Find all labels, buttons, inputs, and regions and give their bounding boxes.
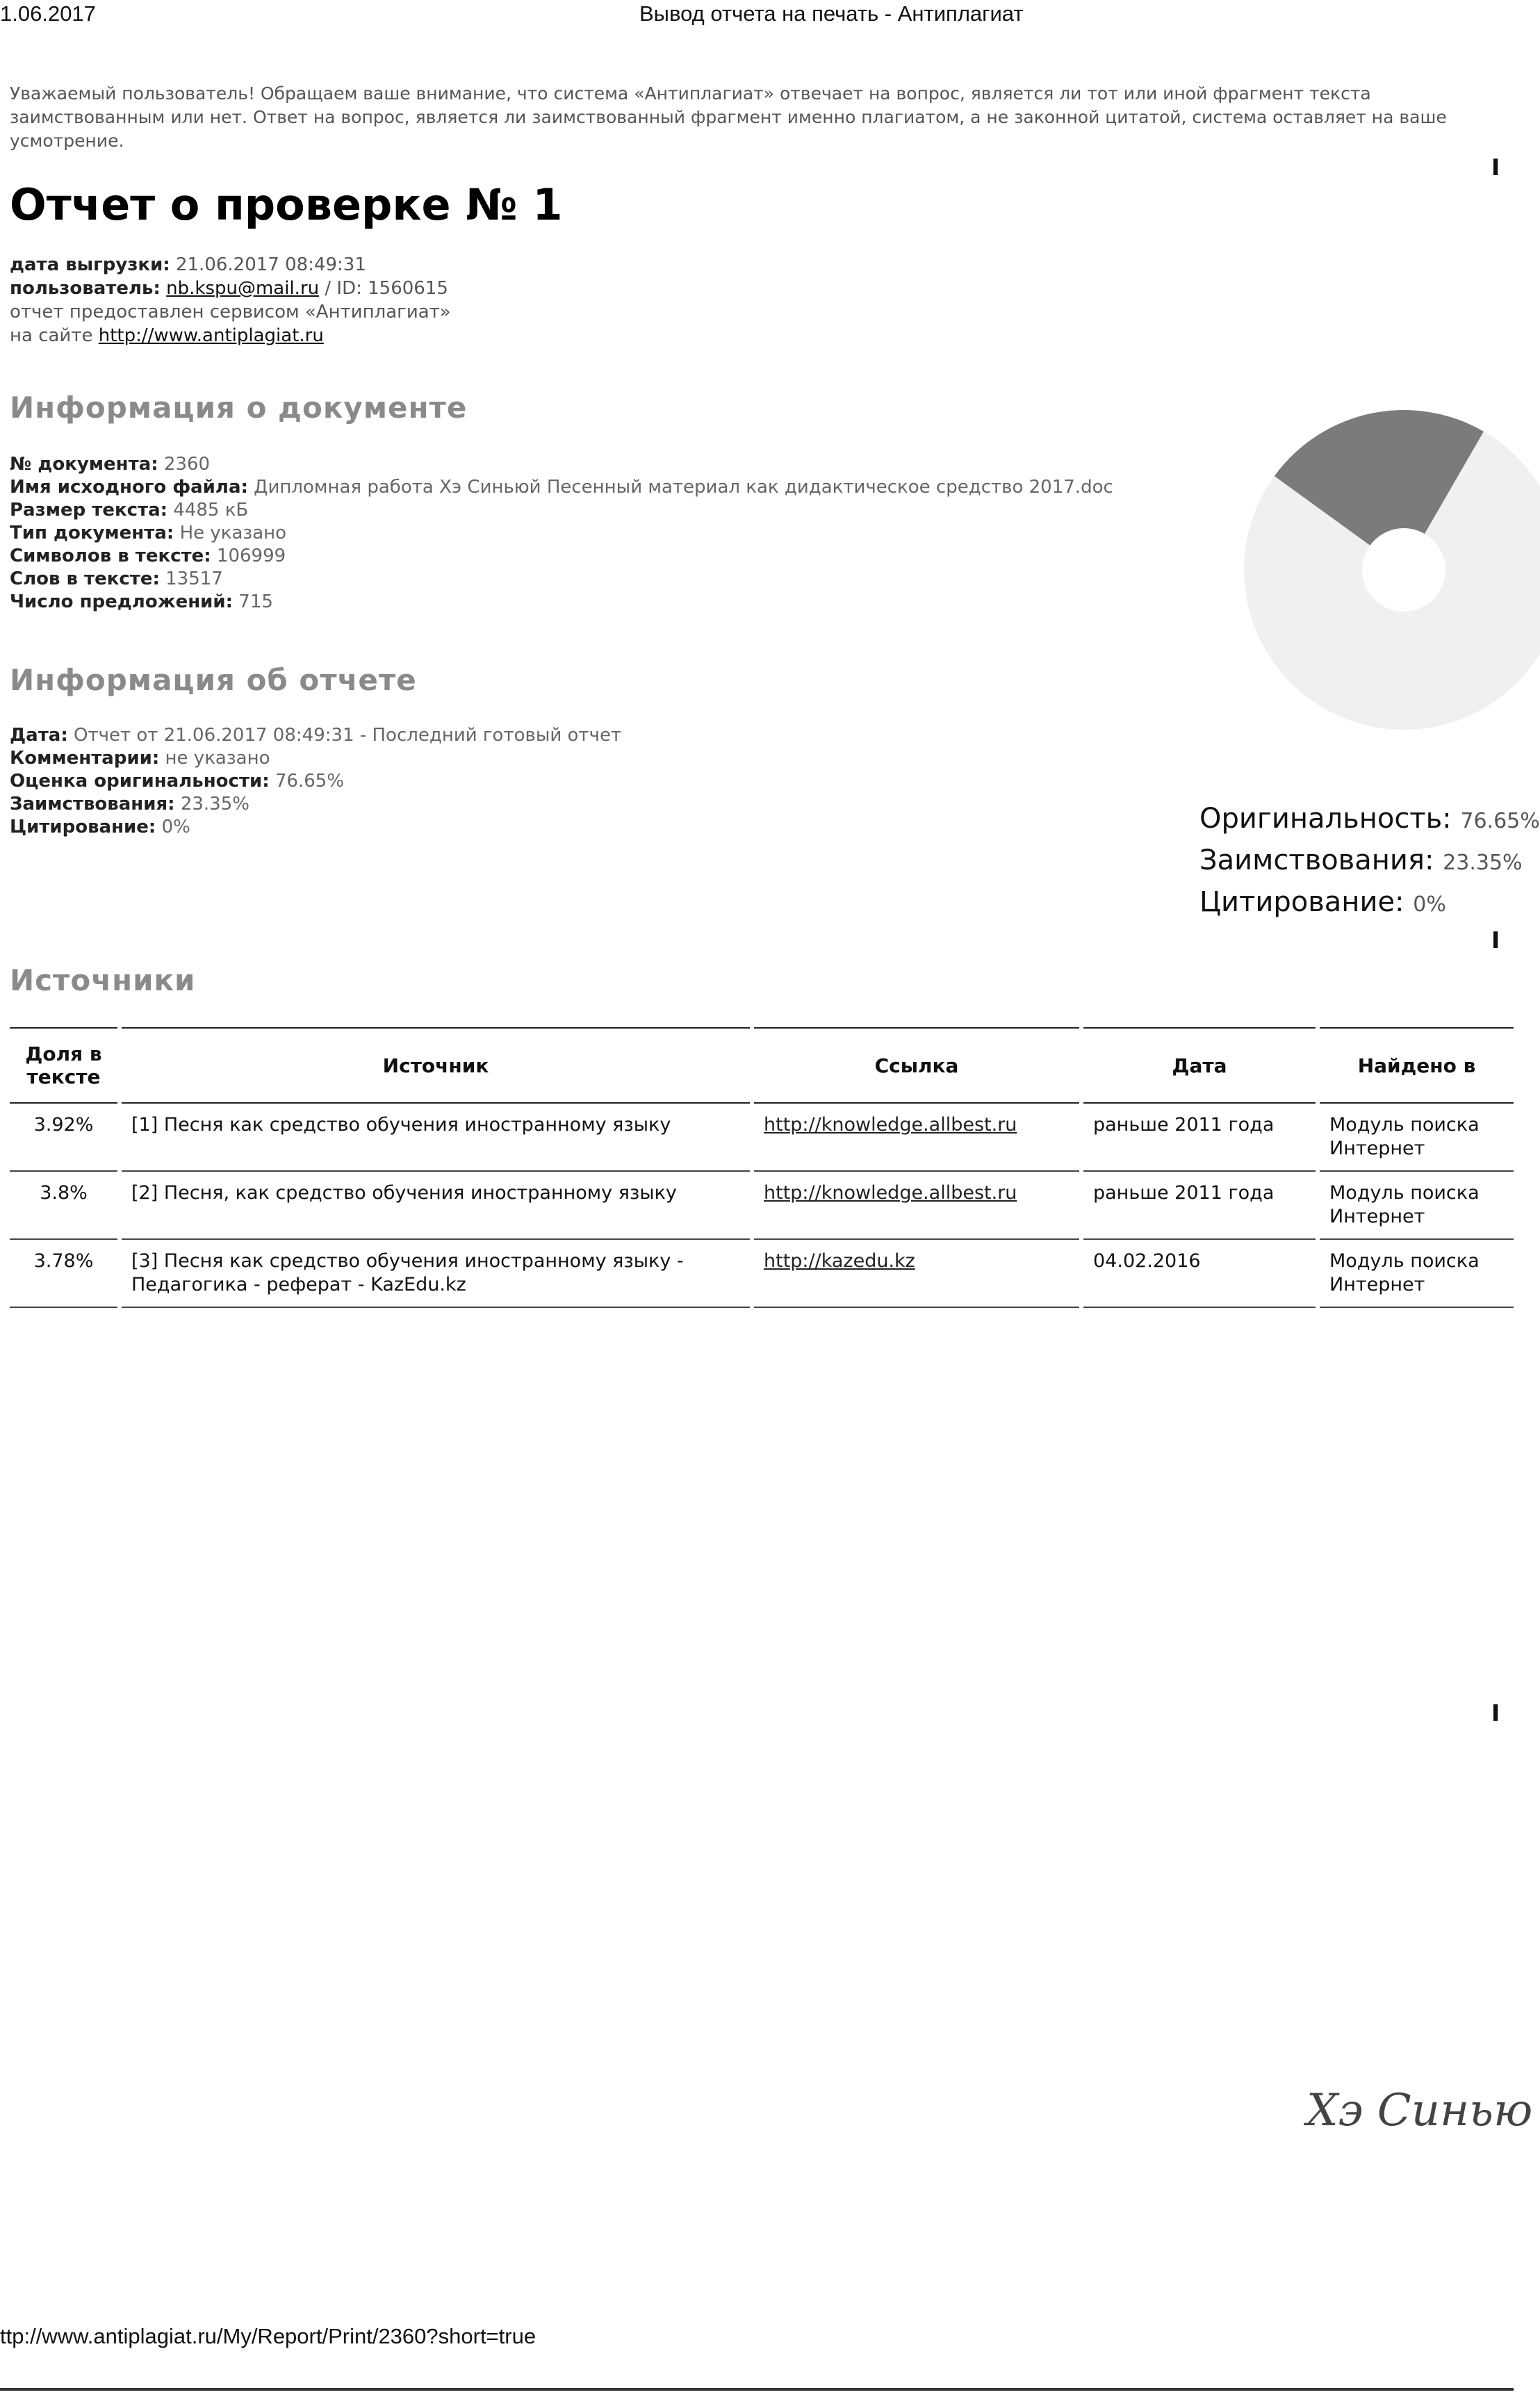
legend-value: 0% bbox=[1413, 892, 1446, 917]
row-source-link[interactable]: http://kazedu.kz bbox=[752, 1239, 1081, 1307]
row-source-link[interactable]: http://knowledge.allbest.ru bbox=[752, 1103, 1081, 1171]
row-source-link[interactable]: http://knowledge.allbest.ru bbox=[752, 1171, 1081, 1239]
report-field-value: 23.35% bbox=[180, 794, 249, 815]
doc-field-value: Дипломная работа Хэ Синьюй Песенный материал как дидактическое средство 2017.doc bbox=[254, 477, 1113, 498]
pie-center-hole bbox=[1362, 528, 1445, 612]
report-field-value: не указано bbox=[165, 748, 270, 769]
report-field-date bbox=[10, 724, 621, 747]
print-footer-url: ttp://www.antiplagiat.ru/My/Report/Print/2360?short=true bbox=[0, 2324, 536, 2348]
report-title: Отчет о проверке № 1 bbox=[10, 179, 563, 230]
row-source-title: [3] Песня как средство обучения иностранному языку - Педагогика - реферат - KazEdu.kz bbox=[120, 1239, 752, 1307]
doc-field-value: 715 bbox=[238, 591, 273, 612]
sources-table bbox=[10, 1027, 1514, 1308]
table-row bbox=[10, 1239, 1514, 1307]
site-prefix: на сайте bbox=[10, 325, 93, 346]
report-field-citations bbox=[10, 816, 621, 839]
row-share: 3.92% bbox=[10, 1103, 120, 1171]
report-info-fields bbox=[10, 724, 621, 839]
chart-legend bbox=[1199, 799, 1540, 924]
doc-field-label: Тип документа: bbox=[10, 523, 174, 543]
scan-mark-icon: ╻ bbox=[1487, 143, 1505, 175]
doc-field-size bbox=[10, 499, 1113, 522]
report-field-borrowings bbox=[10, 793, 621, 816]
user-line bbox=[10, 277, 451, 300]
provided-by: отчет предоставлен сервисом «Антиплагиат» bbox=[10, 302, 451, 322]
doc-field-value: Не указано bbox=[179, 523, 287, 543]
report-info-heading: Информация об отчете bbox=[10, 663, 417, 697]
legend-borrowings bbox=[1199, 841, 1540, 883]
doc-field-type bbox=[10, 522, 1113, 545]
col-found-in: Найдено в bbox=[1318, 1028, 1514, 1103]
doc-field-number bbox=[10, 453, 1113, 476]
scan-mark-icon: ╻ bbox=[1487, 1689, 1505, 1721]
export-date-line bbox=[10, 253, 451, 277]
scan-mark-icon: ╻ bbox=[1487, 916, 1505, 948]
doc-field-value: 4485 кБ bbox=[173, 500, 249, 521]
col-link: Ссылка bbox=[752, 1028, 1081, 1103]
col-date: Дата bbox=[1081, 1028, 1318, 1103]
site-link[interactable]: http://www.antiplagiat.ru bbox=[98, 325, 324, 346]
doc-field-label: Символов в тексте: bbox=[10, 546, 211, 566]
legend-label: Цитирование: bbox=[1199, 886, 1404, 918]
report-field-comments bbox=[10, 747, 621, 770]
row-date: 04.02.2016 bbox=[1081, 1239, 1318, 1307]
user-id: / ID: 1560615 bbox=[325, 278, 448, 299]
user-label: пользователь: bbox=[10, 278, 161, 299]
doc-field-value: 2360 bbox=[163, 454, 211, 475]
sources-heading: Источники bbox=[10, 963, 196, 997]
doc-field-chars bbox=[10, 545, 1113, 568]
originality-pie-chart bbox=[1181, 396, 1514, 744]
doc-field-label: Имя исходного файла: bbox=[10, 477, 248, 498]
export-date: 21.06.2017 08:49:31 bbox=[175, 254, 366, 275]
legend-originality bbox=[1199, 799, 1540, 841]
report-field-label: Заимствования: bbox=[10, 794, 175, 815]
print-page-title: Вывод отчета на печать - Антиплагиат bbox=[639, 1, 1024, 26]
user-notice: Уважаемый пользователь! Обращаем ваше внимание, что система «Антиплагиат» отвечает на вопрос, является ли тот или иной фрагмент текста заимствованным или нет. Ответ на вопрос, является ли заимствованный фрагмент именно плагиатом, а не законной цитатой, система оставляет на ваше усмотрение. bbox=[10, 83, 1447, 151]
row-found-in: Модуль поиска Интернет bbox=[1318, 1171, 1514, 1239]
report-field-label: Цитирование: bbox=[10, 817, 156, 837]
handwritten-signature: Хэ Синью bbox=[1306, 2085, 1533, 2136]
sources-header-row bbox=[10, 1028, 1514, 1103]
report-field-label: Дата: bbox=[10, 725, 68, 746]
row-share: 3.8% bbox=[10, 1171, 120, 1239]
row-source-title: [2] Песня, как средство обучения иностранному языку bbox=[120, 1171, 752, 1239]
legend-value: 23.35% bbox=[1443, 851, 1523, 875]
doc-field-label: № документа: bbox=[10, 454, 158, 475]
report-field-value: 76.65% bbox=[275, 771, 345, 792]
table-row bbox=[10, 1103, 1514, 1171]
report-field-label: Оценка оригинальности: bbox=[10, 771, 270, 792]
legend-label: Заимствования: bbox=[1199, 844, 1434, 876]
document-info-fields bbox=[10, 453, 1113, 614]
report-meta bbox=[10, 253, 451, 347]
row-date: раньше 2011 года bbox=[1081, 1103, 1318, 1171]
print-date: 1.06.2017 bbox=[0, 1, 96, 26]
page-bottom-line bbox=[0, 2388, 1514, 2391]
doc-field-value: 13517 bbox=[165, 568, 223, 589]
doc-field-filename bbox=[10, 476, 1113, 499]
report-field-value: 0% bbox=[161, 817, 190, 837]
doc-field-label: Размер текста: bbox=[10, 500, 168, 521]
user-email-link[interactable]: nb.kspu@mail.ru bbox=[166, 278, 320, 299]
row-share: 3.78% bbox=[10, 1239, 120, 1307]
document-info-heading: Информация о документе bbox=[10, 391, 468, 425]
report-field-value: Отчет от 21.06.2017 08:49:31 - Последний готовый отчет bbox=[73, 725, 622, 746]
row-found-in: Модуль поиска Интернет bbox=[1318, 1239, 1514, 1307]
doc-field-sentences bbox=[10, 591, 1113, 614]
col-share: Доля в тексте bbox=[10, 1028, 120, 1103]
row-source-title: [1] Песня как средство обучения иностранному языку bbox=[120, 1103, 752, 1171]
doc-field-label: Число предложений: bbox=[10, 591, 234, 612]
report-field-label: Комментарии: bbox=[10, 748, 160, 769]
export-date-label: дата выгрузки: bbox=[10, 254, 170, 275]
legend-label: Оригинальность: bbox=[1199, 803, 1452, 835]
col-source: Источник bbox=[120, 1028, 752, 1103]
legend-value: 76.65% bbox=[1460, 809, 1540, 833]
report-field-originality bbox=[10, 770, 621, 793]
row-date: раньше 2011 года bbox=[1081, 1171, 1318, 1239]
table-row bbox=[10, 1171, 1514, 1239]
doc-field-value: 106999 bbox=[216, 546, 286, 566]
row-found-in: Модуль поиска Интернет bbox=[1318, 1103, 1514, 1171]
site-line bbox=[10, 324, 451, 347]
doc-field-words bbox=[10, 568, 1113, 591]
doc-field-label: Слов в тексте: bbox=[10, 568, 160, 589]
